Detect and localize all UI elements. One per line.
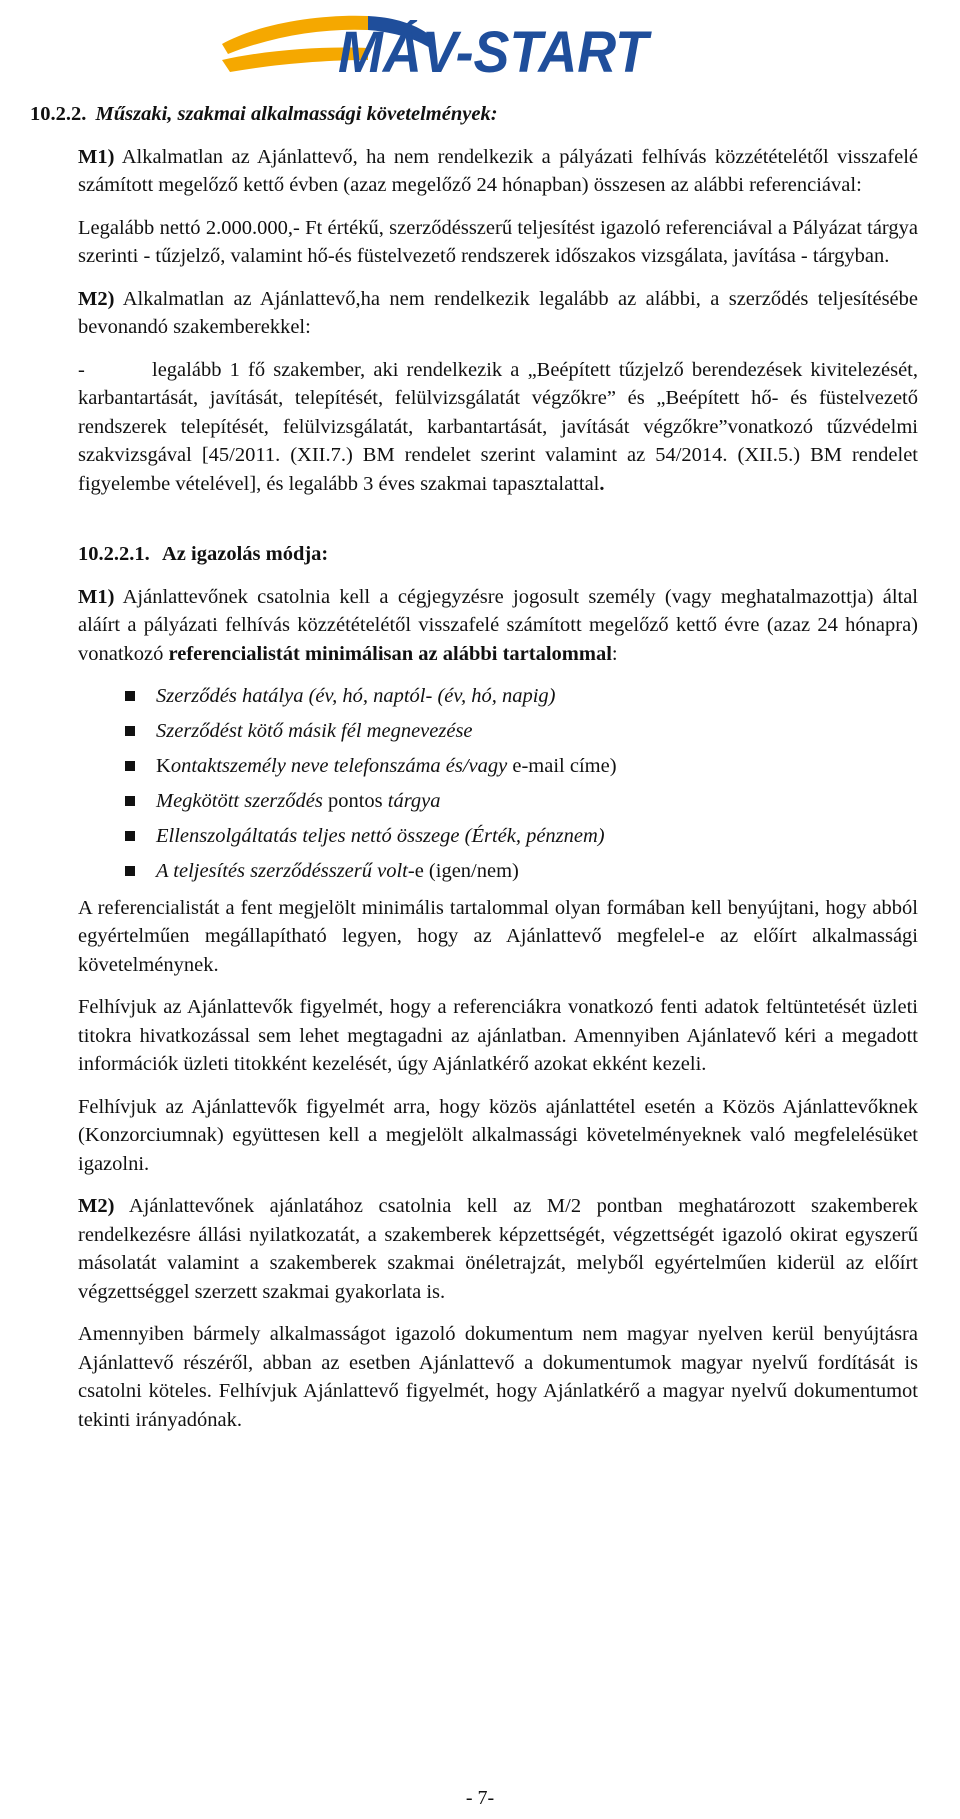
list-item <box>78 787 918 816</box>
square-bullet-icon <box>125 866 135 876</box>
proof-m1 <box>78 583 918 669</box>
list-item-text: -e (igen/nem) <box>407 860 519 882</box>
proof-m2-label: M2) <box>78 1195 115 1217</box>
square-bullet-icon <box>125 761 135 771</box>
m1-text: Alkalmatlan az Ajánlattevő, ha nem rendelkezik a pályázati felhívás közzétételétől visszafelé számított megelőző kettő évben (azaz megelőző 24 hónapban) összesen az alábbi referenciával: <box>78 145 918 196</box>
list-item-text: e-mail címe) <box>512 755 617 777</box>
paragraph-trade-secret: Felhívjuk az Ajánlattevők figyelmét, hogy a referenciákra vonatkozó fenti adatok feltüntetését üzleti titokra hivatkozással sem lehet megtagadni az ajánlatban. Amennyiben Ajánlatevő kéri a megadott információk üzleti titokként kezelését, úgy Ajánlatkérő azokat ekként kezeli. <box>78 996 918 1075</box>
square-bullet-icon <box>125 831 135 841</box>
paragraph-reference-format: A referencialistát a fent megjelölt minimális tartalommal olyan formában kell benyújtani, hogy abból egyértelműen megállapítható legyen, hogy az Ajánlattevő megfelel-e az előírt alkalmassági követelménynek. <box>78 896 918 976</box>
proof-m1-bold: referencialistát minimálisan az alábbi tartalommal <box>168 642 612 665</box>
list-item-text: A teljesítés szerződésszerű volt <box>156 860 408 882</box>
list-item-text: K <box>156 755 171 777</box>
page-number: - 7- <box>465 1787 495 1809</box>
requirement-m1 <box>78 143 918 200</box>
proof-m1-label: M1) <box>78 585 115 608</box>
list-item-text: Szerződés hatálya (év, hó, naptól- (év, hó, napig) <box>156 685 556 707</box>
reference-list-contents <box>78 682 918 886</box>
list-item-text: pontos <box>327 790 388 812</box>
requirement-m2 <box>78 285 918 342</box>
square-bullet-icon <box>125 691 135 701</box>
m2-text: Alkalmatlan az Ajánlattevő,ha nem rendelkezik legalább az alábbi, a szerződés teljesítésébe bevonandó szakemberekkel: <box>78 287 918 338</box>
document-body <box>30 100 918 1448</box>
list-item-text: ontaktszemély neve telefonszáma és/vagy <box>170 755 513 777</box>
section-title: Műszaki, szakmai alkalmassági követelmények: <box>95 103 498 125</box>
list-item-text: Szerződést kötő másik fél megnevezése <box>156 720 473 742</box>
section-heading <box>30 100 918 129</box>
subsection-number: 10.2.2.1. <box>78 543 150 565</box>
list-item <box>78 717 918 746</box>
list-item <box>78 857 918 886</box>
proof-m2 <box>78 1192 918 1306</box>
expert-requirement <box>78 356 918 499</box>
paragraph-translation: Amennyiben bármely alkalmasságot igazoló dokumentum nem magyar nyelven kerül benyújtásra Ajánlattevő részéről, abban az esetben Ajánlattevő a dokumentumok magyar nyelvű fordítását is csatolni köteles. Felhívjuk Ajánlattevő figyelmét, hogy Ajánlatkérő a magyar nyelvű dokumentumot tekinti irányadónak. <box>78 1323 918 1431</box>
list-item <box>78 752 918 781</box>
proof-m2-text: Ajánlattevőnek ajánlatához csatolnia kell az M/2 pontban meghatározott szakemberek rendelkezésre állási nyilatkozatát, a szakemberek képzettségét, végzettségét igazoló okirat egyszerű másolatát valamint a szakemberek szakmai önéletrajzát, melyből egyértelműen kiderül az előírt végzettséggel szerzett szakmai gyakorlata is. <box>78 1195 918 1303</box>
reference-requirement: Legalább nettó 2.000.000,- Ft értékű, szerződésszerű teljesítést igazoló referenciával a Pályázat tárgya szerinti - tűzjelző, valamint hő-és füstelvezető rendszerek időszakos vizsgálata, javítása - tárgyban. <box>78 216 918 267</box>
dash-marker: - <box>78 358 85 381</box>
expert-text: legalább 1 fő szakember, aki rendelkezik a „Beépített tűzjelző berendezések kivitelezését, karbantartását, javítását, telepítését, felülvizsgálatát végzőkre” és „Beépített hő- és füstelvezető rendszerek telepítését, felülvizsgálatát, karbantartását, javítását végzőkre”vonatkozó tűzvédelmi szakvizsgával [45/2011. (XII.7.) BM rendelet szerint valamint az 54/2014. (XII.5.) BM rendelet figyelembe vételével], és legalább 3 éves szakmai tapasztalattal <box>78 358 918 495</box>
square-bullet-icon <box>125 726 135 736</box>
subsection-heading <box>78 540 918 569</box>
section-number: 10.2.2. <box>30 103 87 125</box>
square-bullet-icon <box>125 796 135 806</box>
list-item-text: Megkötött szerződés <box>156 790 328 812</box>
list-item <box>78 822 918 851</box>
mav-start-logo <box>218 2 654 92</box>
m1-label: M1) <box>78 145 115 168</box>
list-item <box>78 682 918 711</box>
proof-m1-text: Ajánlattevőnek csatolnia kell a cégjegyzésre jogosult személy (vagy meghatalmazottja) által aláírt a pályázati felhívás közzétételétől visszafelé számított megelőző kettő évre (azaz 24 hónapra) vonatkozó <box>78 585 918 665</box>
expert-end: . <box>599 472 605 495</box>
paragraph-joint-bid: Felhívjuk az Ajánlattevők figyelmét arra, hogy közös ajánlattétel esetén a Közös Ajánlattevőknek (Konzorciumnak) együttesen kell a megjelölt alkalmassági követelményeknek való megfelelésüket igazolni. <box>78 1095 918 1175</box>
m2-label: M2) <box>78 287 115 310</box>
logo-text: MÁV-START <box>338 20 653 85</box>
list-item-text: Ellenszolgáltatás teljes nettó összege (Érték, pénznem) <box>156 825 605 847</box>
subsection-title: Az igazolás módja: <box>162 543 329 565</box>
proof-m1-end: : <box>611 642 618 665</box>
list-item-text: tárgya <box>387 790 441 812</box>
